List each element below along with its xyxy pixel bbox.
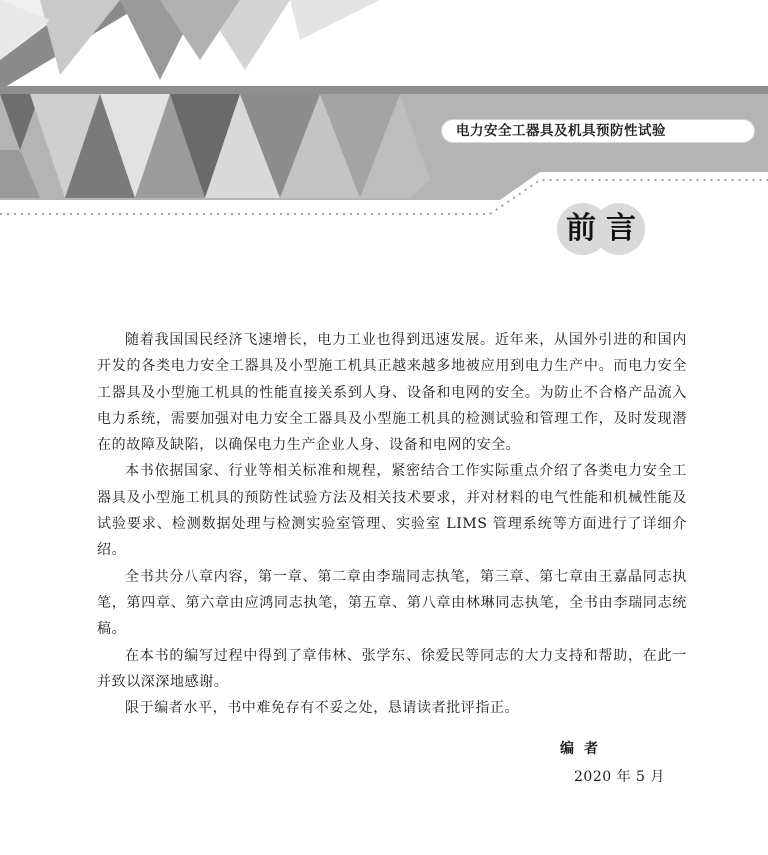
- paragraph: 在本书的编写过程中得到了章伟林、张学东、徐爱民等同志的大力支持和帮助，在此一并致以深深地感谢。: [97, 647, 687, 690]
- preface-body: [97, 327, 687, 721]
- paragraph: 随着我国国民经济飞速增长，电力工业也得到迅速发展。近年来，从国外引进的和国内开发的各类电力安全工器具及小型施工机具正越来越多地被应用到电力生产中。而电力安全工器具及小型施工机具的性能直接关系到人身、设备和电网的安全。为防止不合格产品流入电力系统，需要加强对电力安全工器具及小型施工机具的检测试验和管理工作，及时发现潜在的故障及缺陷，以确保电力生产企业人身、设备和电网的安全。: [97, 332, 687, 454]
- section-heading-text: 前言: [566, 211, 646, 246]
- preface-date: 2020 年 5 月: [574, 769, 665, 785]
- paragraph: 限于编者水平，书中难免存有不妥之处，恳请读者批评指正。: [125, 700, 520, 717]
- author-signature: 编者: [560, 741, 608, 757]
- paragraph: 全书共分八章内容，第一章、第二章由李瑞同志执笔，第三章、第七章由王嘉晶同志执笔，第四章、第六章由应鸿同志执笔，第五章、第八章由林琳同志执笔，全书由李瑞同志统稿。: [97, 568, 687, 638]
- header-decoration: [0, 0, 768, 230]
- section-heading: [557, 203, 647, 255]
- paragraph: 本书依据国家、行业等相关标准和规程，紧密结合工作实际重点介绍了各类电力安全工器具及小型施工机具的预防性试验方法及相关技术要求，并对材料的电气性能和机械性能及试验要求、检测数据处理与检测实验室管理、实验室 LIMS 管理系统等方面进行了详细介绍。: [97, 463, 687, 559]
- book-title-tag: 电力安全工器具及机具预防性试验: [442, 120, 754, 142]
